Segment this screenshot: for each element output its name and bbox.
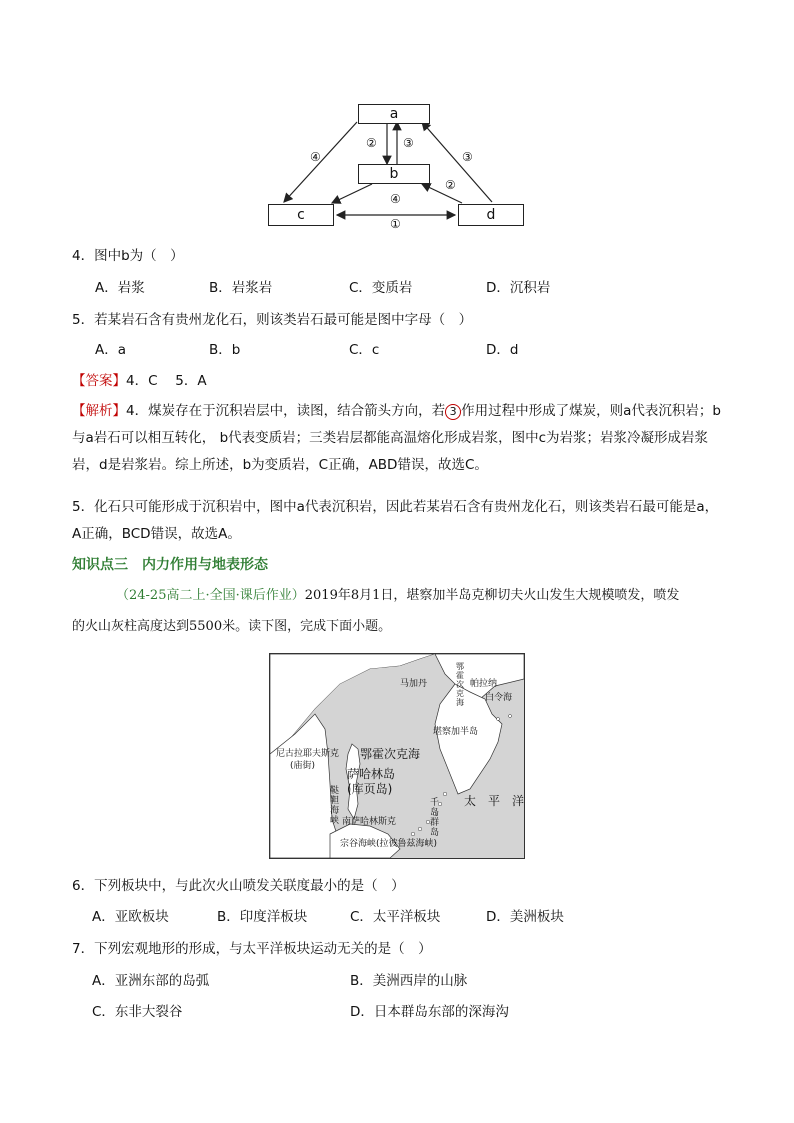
intro-line-2: 的火山灰柱高度达到5500米。读下图，完成下面小题。 (72, 619, 392, 634)
label-d-to-b: ② (445, 178, 456, 192)
label-a-to-b: ② (366, 136, 377, 150)
intro-text-1: 2019年8月1日，堪察加半岛克柳切夫火山发生大规模喷发，喷发 (304, 588, 680, 603)
q4-stem: 4．图中b为（ ） (72, 248, 184, 264)
map-label-nikolaevsk: 尼古拉耶夫斯克 (276, 749, 340, 759)
section-title: 知识点三 内力作用与地表形态 (72, 557, 268, 573)
q4-option-c: C．变质岩 (349, 280, 413, 296)
map-label-yuzhno: 南萨哈林斯克 (342, 817, 397, 827)
map-label-pacific: 太 平 洋 (464, 794, 525, 808)
intro-source: （24-25高二上·全国·课后作业） (116, 588, 305, 603)
analysis-paragraph-1 (72, 398, 724, 479)
q6-option-c: C．太平洋板块 (350, 909, 441, 925)
map-label-miao: (庙街) (290, 761, 316, 771)
q5-stem: 5．若某岩石含有贵州龙化石，则该类岩石最可能是图中字母（ ） (72, 312, 473, 328)
q4-option-d: D．沉积岩 (486, 280, 551, 296)
analysis-paragraph-2: 5．化石只可能形成于沉积岩中，图中a代表沉积岩，因此若某岩石含有贵州龙化石，则该类岩石最可能是a，A正确，BCD错误，故选A。 (72, 499, 719, 542)
box-c: c (268, 204, 334, 226)
map-label-soya: 宗谷海峡(拉彼鲁兹海峡) (340, 839, 438, 849)
label-a-to-c: ④ (310, 150, 321, 164)
q7-option-b: B．美洲西岸的山脉 (350, 973, 468, 989)
box-a: a (358, 104, 430, 124)
q7-option-a: A．亚洲东部的岛弧 (92, 973, 210, 989)
label-b-to-a: ③ (403, 136, 414, 150)
intro-line-1 (116, 587, 679, 605)
map-label-okhotsk: 鄂霍次克海 (360, 747, 421, 761)
q5-option-d: D．d (486, 342, 519, 358)
answer-line (72, 372, 207, 390)
label-b-to-c: ④ (390, 192, 401, 206)
map-label-kamchatka: 堪察加半岛 (433, 727, 479, 737)
kamchatka-map (269, 653, 525, 859)
map-label-sakhalin: 萨哈林岛 (347, 767, 396, 781)
label-d-to-a: ③ (462, 150, 473, 164)
q6-option-b: B．印度洋板块 (217, 909, 308, 925)
analysis-text-before: 4．煤炭存在于沉积岩层中，读图，结合箭头方向，若 (126, 403, 446, 419)
box-d: d (458, 204, 524, 226)
q6-stem: 6．下列板块中，与此次火山喷发关联度最小的是（ ） (72, 878, 405, 894)
q6-option-a: A．亚欧板块 (92, 909, 169, 925)
answer-text: 4．C 5．A (126, 373, 207, 389)
map-label-kuril: 千 岛 群 岛 (430, 798, 440, 838)
rock-cycle-diagram (262, 100, 532, 235)
map-label-kuye: (库页岛) (347, 782, 393, 796)
q7-stem: 7．下列宏观地形的形成，与太平洋板块运动无关的是（ ） (72, 941, 432, 957)
q7-option-d: D．日本群岛东部的深海沟 (350, 1004, 509, 1020)
answer-tag: 【答案】 (72, 373, 126, 389)
q6-option-d: D．美洲板块 (486, 909, 564, 925)
circled-three-icon: 3 (445, 404, 461, 420)
map-label-bering: 白令海 (485, 693, 513, 703)
q5-option-b: B．b (209, 342, 241, 358)
label-c-d: ① (390, 217, 401, 231)
q5-option-a: A．a (95, 342, 127, 358)
analysis-text-after: 作用过程中形成了煤炭，则a代表沉积岩；b与a岩石可以相互转化， b代表变质岩；三类岩层都能高温熔化形成岩浆，图中c为岩浆；岩浆冷凝形成岩浆岩，d是岩浆岩。综上所述，b为变质岩，C正确，ABD错误，故选C。 (72, 403, 721, 473)
map-label-sea-area: 鄂 霍 次 克 海 (456, 662, 464, 707)
q4-option-a: A．岩浆 (95, 280, 145, 296)
q5-option-c: C．c (349, 342, 380, 358)
box-b: b (358, 164, 430, 184)
q7-option-c: C．东非大裂谷 (92, 1004, 183, 1020)
map-label-anadyr: 帕拉纳 (470, 679, 498, 689)
analysis-tag: 【解析】 (72, 403, 126, 419)
map-label-magadan: 马加丹 (400, 679, 428, 689)
q4-option-b: B．岩浆岩 (209, 280, 273, 296)
map-label-tatar: 鞑 靼 海 峡 (330, 786, 340, 826)
